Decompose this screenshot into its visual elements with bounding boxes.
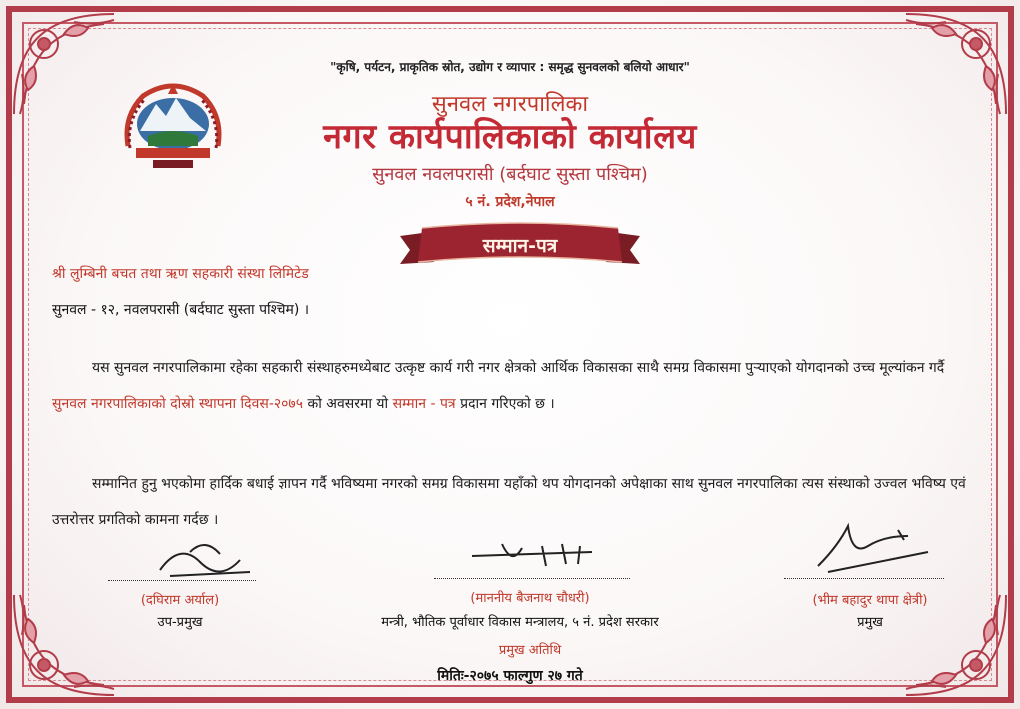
certificate-date: मितिः-२०७५ फाल्गुण २७ गते bbox=[437, 668, 583, 684]
municipality-name: सुनवल नगरपालिका bbox=[431, 92, 589, 117]
signature-mark bbox=[808, 516, 938, 576]
motto: "कृषि, पर्यटन, प्राकृतिक स्रोत, उद्योग र व्यापार : समृद्ध सुनवलको बलियो आधार" bbox=[330, 60, 690, 74]
signatory-title: मन्त्री, भौतिक पूर्वाधार विकास मन्त्रालय, ५ नं. प्रदेश सरकार bbox=[381, 615, 659, 630]
signatory-name: (दघिराम अर्याल) bbox=[140, 593, 220, 608]
certificate-title: सम्मान-पत्र bbox=[482, 235, 558, 257]
province: ५ नं. प्रदेश,नेपाल bbox=[465, 194, 555, 210]
signature-line bbox=[108, 580, 256, 581]
signatory-title: प्रमुख bbox=[857, 615, 883, 630]
recipient-address: सुनवल - १२, नवलपरासी (बर्दघाट सुस्ता पश्चिम) । bbox=[52, 302, 310, 318]
signature-line bbox=[434, 578, 630, 579]
p1-text-a: यस सुनवल नगरपालिकामा रहेका सहकारी संस्थाहरुमध्येबाट उत्कृष्ट कार्य गरी नगर क्षेत्रको आर्थिक विकासका साथै समग्र विकासमा पुर्‍याएको योगदानको उच्च मूल्यांकन गर्दै bbox=[92, 360, 945, 376]
p1-text-b: को अवसरमा यो bbox=[303, 396, 393, 412]
signature-mark bbox=[462, 536, 602, 576]
signature-line bbox=[784, 578, 944, 579]
office-title: नगर कार्यपालिकाको कार्यालय bbox=[323, 117, 697, 157]
p1-text-c: प्रदान गरिएको छ । bbox=[455, 396, 555, 412]
signatory-title: उप-प्रमुख bbox=[157, 615, 203, 630]
office-address: सुनवल नवलपरासी (बर्दघाट सुस्ता पश्चिम) bbox=[372, 164, 648, 185]
chief-guest-label: प्रमुख अतिथि bbox=[498, 643, 562, 658]
body-paragraph-2: सम्मानित हुनु भएकोमा हार्दिक बधाई ज्ञापन गर्दै भविष्यमा नगरको समग्र विकासमा यहाँको थप योगदानको अपेक्षाका साथ सुनवल नगरपालिका त्यस संस्थाको उज्वल भविष्य एवं उत्तरोत्तर प्रगतिको कामना गर्दछ । bbox=[52, 476, 966, 528]
p1-highlight-anniversary: सुनवल नगरपालिकाको दोस्रो स्थापना दिवस-२०७५ bbox=[52, 396, 303, 412]
body-paragraph-1 bbox=[52, 350, 982, 422]
signatory-name: (माननीय बैजनाथ चौधरी) bbox=[470, 591, 590, 606]
signatory-name: (भीम बहादुर थापा क्षेत्री) bbox=[812, 593, 928, 608]
recipient-name: श्री लुम्बिनी बचत तथा ऋण सहकारी संस्था लिमिटेड bbox=[52, 266, 309, 282]
p1-highlight-title: सम्मान - पत्र bbox=[392, 396, 456, 412]
signature-mark bbox=[150, 532, 260, 582]
title-ribbon bbox=[400, 222, 640, 272]
